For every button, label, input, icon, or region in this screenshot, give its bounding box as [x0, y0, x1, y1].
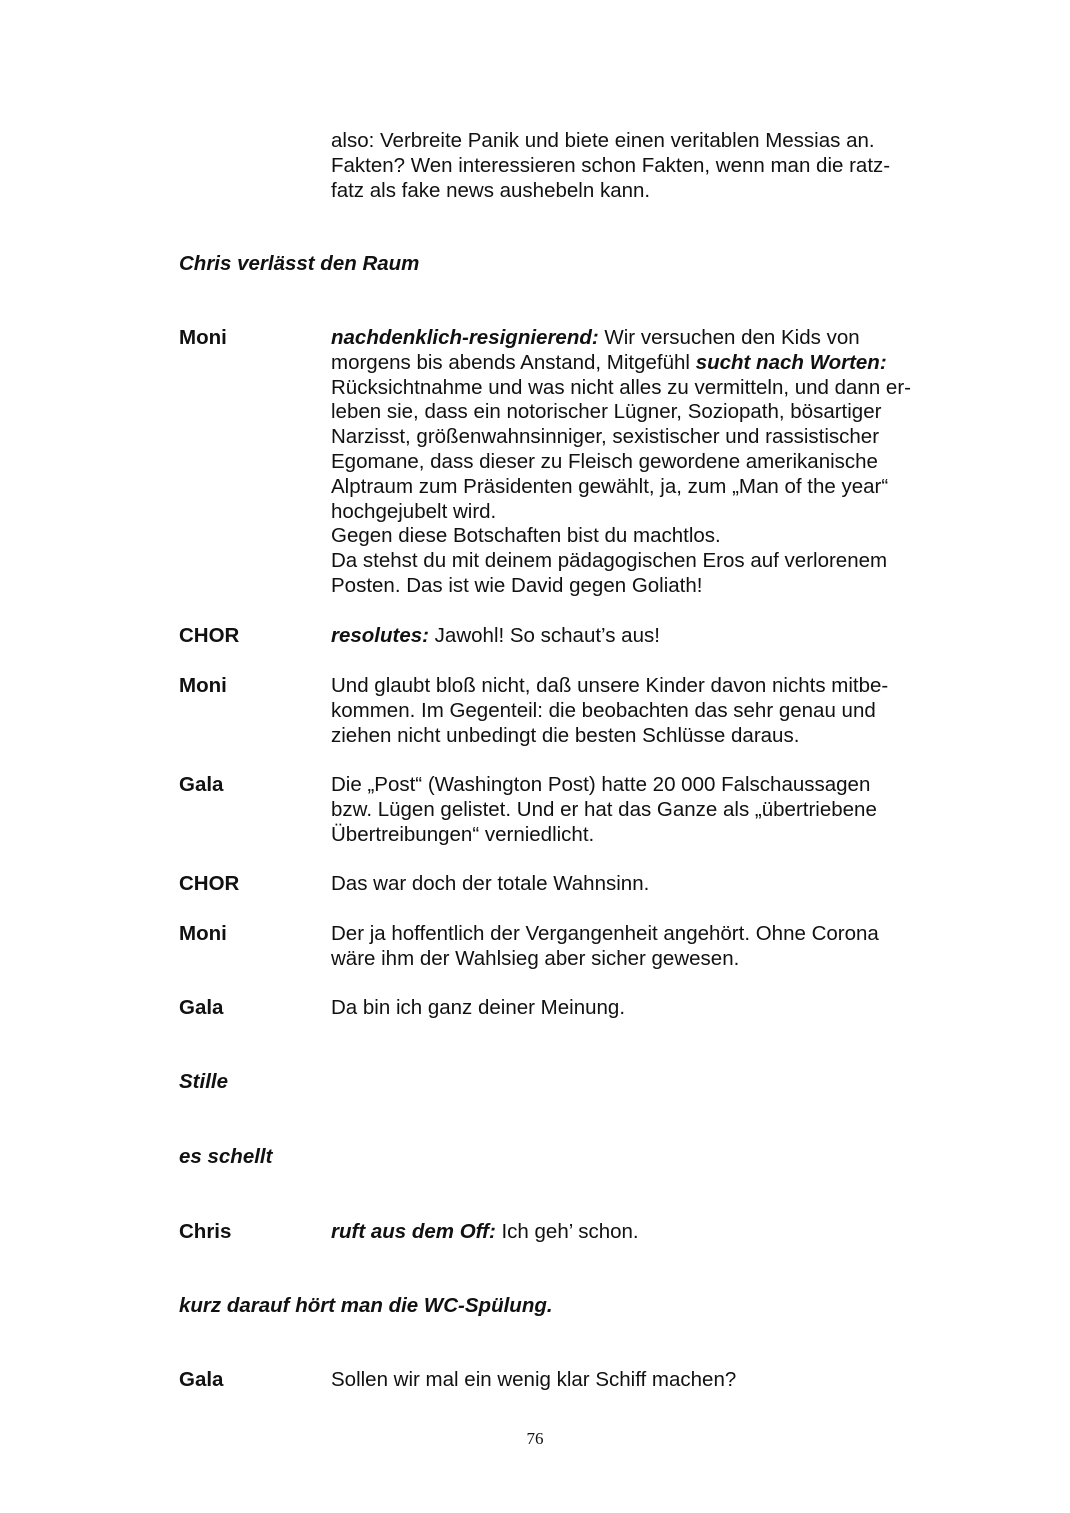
speaker-name: CHOR — [179, 624, 240, 647]
dialogue-line: leben sie, dass ein notorischer Lügner, Soziopath, bösartiger — [331, 400, 882, 424]
dialogue-line: Narzisst, größenwahnsinniger, sexistischer und rassistischer — [331, 425, 880, 449]
stage-cue: resolutes: — [331, 624, 429, 647]
speaker-name: Gala — [179, 996, 224, 1019]
dialogue-text — [331, 1220, 951, 1245]
dialogue-fragment: Jawohl! So schaut’s aus! — [428, 624, 660, 647]
speaker-name: Moni — [179, 674, 227, 697]
speaker-name: CHOR — [179, 872, 240, 895]
dialogue-line: bzw. Lügen gelistet. Und er hat das Ganze als „übertriebene — [331, 797, 877, 821]
dialogue-text — [331, 773, 951, 847]
dialogue-line: Da bin ich ganz deiner Meinung. — [331, 996, 626, 1019]
stage-direction: Chris verlässt den Raum — [179, 252, 420, 275]
stage-cue: nachdenklich-resignierend: — [331, 326, 599, 349]
dialogue-fragment: morgens bis abends Anstand, Mitgefühl — [331, 350, 690, 374]
dialogue-line: Übertreibungen“ verniedlicht. — [331, 822, 595, 846]
speaker-name: Moni — [179, 922, 227, 945]
intro-paragraph — [331, 129, 951, 203]
dialogue-fragment: Wir versuchen den Kids von — [598, 326, 860, 349]
intro-line: also: Verbreite Panik und biete einen veritablen Messias an. — [331, 129, 875, 152]
dialogue-line: Alptraum zum Präsidenten gewählt, ja, zum „Man of the year“ — [331, 474, 889, 498]
dialogue-line: Sollen wir mal ein wenig klar Schiff machen? — [331, 1368, 737, 1391]
stage-direction: es schellt — [179, 1145, 273, 1168]
dialogue-line: Da stehst du mit deinem pädagogischen Eros auf verlorenem — [331, 549, 888, 573]
stage-direction: kurz darauf hört man die WC-Spülung. — [179, 1294, 553, 1317]
dialogue-line: Der ja hoffentlich der Vergangenheit angehört. Ohne Corona — [331, 922, 879, 945]
stage-cue: sucht nach Worten: — [695, 350, 887, 374]
dialogue-text — [331, 996, 951, 1021]
dialogue-line — [331, 351, 951, 376]
dialogue-line: hochgejubelt wird. — [331, 499, 497, 523]
speaker-name: Gala — [179, 1368, 224, 1391]
dialogue-line — [331, 326, 951, 351]
dialogue-text — [331, 624, 951, 649]
dialogue-text — [331, 674, 951, 748]
dialogue-line: Gegen diese Botschaften bist du machtlos. — [331, 524, 721, 548]
dialogue-line: kommen. Im Gegenteil: die beobachten das sehr genau und — [331, 698, 876, 722]
speaker-name: Moni — [179, 326, 227, 349]
dialogue-line: Und glaubt bloß nicht, daß unsere Kinder davon nichts mitbe- — [331, 674, 889, 697]
dialogue-text — [331, 922, 951, 972]
intro-line: fatz als fake news aushebeln kann. — [331, 178, 651, 202]
dialogue-line: wäre ihm der Wahlsieg aber sicher gewesen. — [331, 946, 740, 970]
dialogue-text — [331, 1368, 951, 1393]
stage-direction: Stille — [179, 1070, 228, 1093]
dialogue-line: Die „Post“ (Washington Post) hatte 20 000 Falschaussagen — [331, 773, 871, 796]
speaker-name: Gala — [179, 773, 224, 796]
dialogue-text — [331, 326, 951, 599]
dialogue-fragment: Ich geh’ schon. — [495, 1220, 639, 1243]
intro-line: Fakten? Wen interessieren schon Fakten, wenn man die ratz- — [331, 153, 891, 177]
page-number: 76 — [526, 1429, 544, 1448]
dialogue-line: Rücksichtnahme und was nicht alles zu vermitteln, und dann er- — [331, 375, 911, 399]
stage-cue: ruft aus dem Off: — [331, 1220, 496, 1243]
dialogue-line: Das war doch der totale Wahnsinn. — [331, 872, 650, 895]
dialogue-line: Egomane, dass dieser zu Fleisch gewordene amerikanische — [331, 449, 878, 473]
dialogue-line: Posten. Das ist wie David gegen Goliath! — [331, 573, 703, 597]
speaker-name: Chris — [179, 1220, 232, 1243]
dialogue-line: ziehen nicht unbedingt die besten Schlüsse daraus. — [331, 723, 800, 747]
dialogue-text — [331, 872, 951, 897]
dialogue-line — [331, 1220, 951, 1245]
dialogue-line — [331, 624, 951, 649]
